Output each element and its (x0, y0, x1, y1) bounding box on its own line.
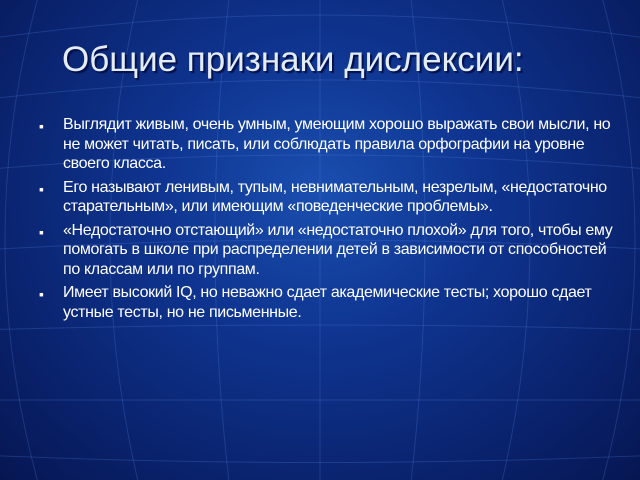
bullet-text: Выглядит живым, очень умным, умеющим хорошо выражать свои мысли, но не может читать, писать, или соблюдать правила орфографии на уровне своего класса. (63, 116, 611, 172)
bullet-square-icon: ▪ (39, 286, 44, 302)
bullet-square-icon: ▪ (39, 223, 44, 240)
bullet-list (38, 115, 613, 326)
bullet-item (38, 283, 613, 322)
bullet-square-icon: ▪ (39, 180, 44, 197)
bullet-text: Его называют ленивым, тупым, невнимательным, незрелым, «недостаточно старательным», или имеющим «поведенческие проблемы». (63, 178, 607, 215)
bullet-item (38, 115, 613, 174)
bullet-item (38, 221, 613, 280)
bullet-item (38, 178, 613, 217)
slide-title: Общие признаки дислексии: (62, 40, 524, 79)
bullet-square-icon: ▪ (39, 118, 44, 134)
bullet-text: «Недостаточно отстающий» или «недостаточно плохой» для того, чтобы ему помогать в школе при распределении детей в зависимости от способностей по классам или по группам. (63, 221, 613, 278)
bullet-text: Имеет высокий IQ, но неважно сдает академические тесты; хорошо сдает устные тесты, но не письменные. (63, 284, 592, 321)
